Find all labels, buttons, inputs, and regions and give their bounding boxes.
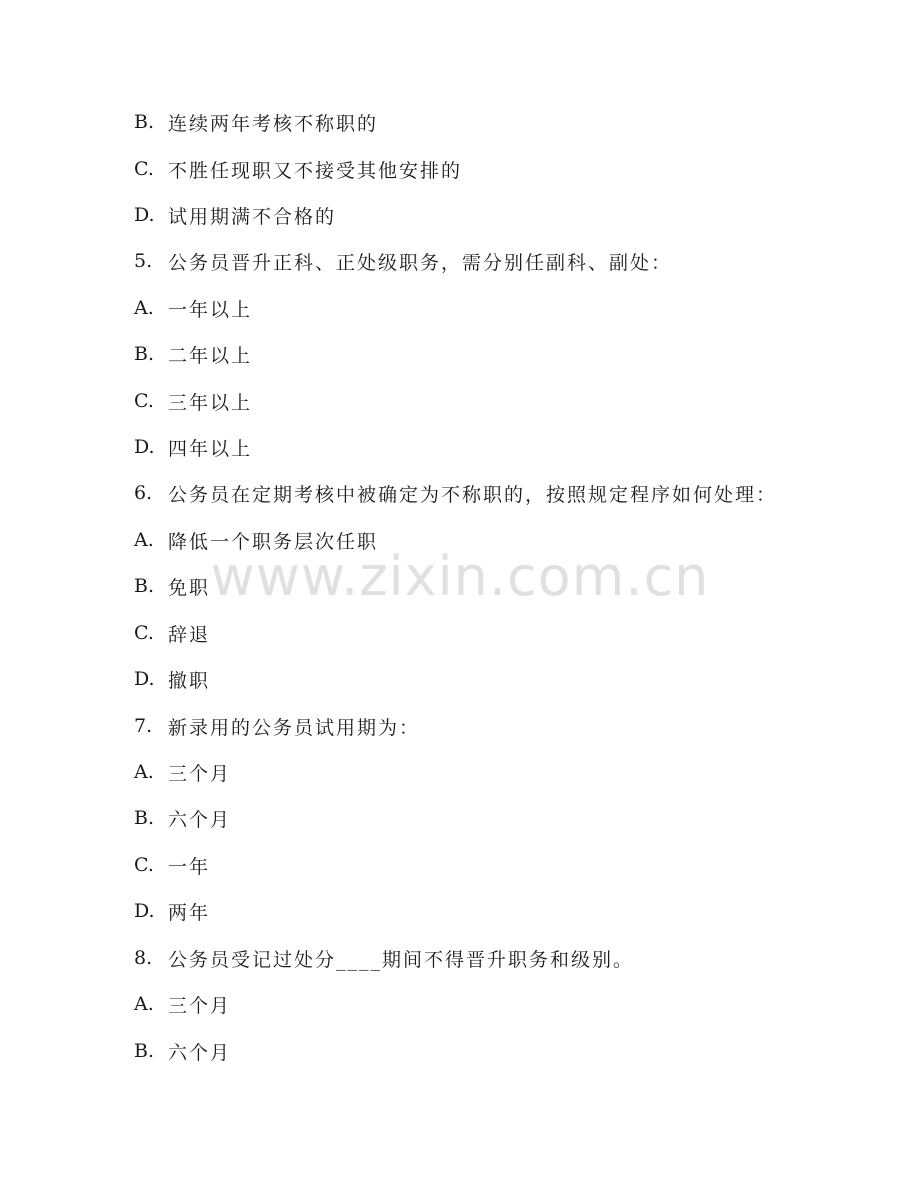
option-text: 二年以上 xyxy=(168,344,253,367)
option-line xyxy=(134,386,252,416)
option-text: 试用期满不合格的 xyxy=(168,205,337,228)
option-line xyxy=(134,896,210,926)
option-text: 降低一个职务层次任职 xyxy=(168,530,379,553)
option-marker: A. xyxy=(134,529,154,551)
option-marker: B. xyxy=(134,1040,155,1062)
option-line xyxy=(134,618,210,648)
option-marker: A. xyxy=(134,993,154,1015)
option-marker: A. xyxy=(134,297,154,319)
option-line xyxy=(134,850,210,880)
option-text: 三个月 xyxy=(168,762,232,785)
option-text: 四年以上 xyxy=(168,437,253,460)
option-text: 撤职 xyxy=(168,669,211,692)
option-line xyxy=(134,803,231,833)
option-line xyxy=(134,339,252,369)
option-marker: D. xyxy=(134,436,155,458)
question-line xyxy=(134,478,777,508)
option-line xyxy=(134,1036,231,1066)
option-text: 一年以上 xyxy=(168,298,253,321)
option-text: 六个月 xyxy=(168,1041,232,1064)
option-line xyxy=(134,200,336,230)
option-marker: B. xyxy=(134,575,155,597)
option-line xyxy=(134,757,231,787)
option-text: 不胜任现职又不接受其他安排的 xyxy=(168,159,463,182)
option-marker: B. xyxy=(134,343,155,365)
question-line xyxy=(134,943,634,973)
question-number: 7. xyxy=(134,715,153,737)
question-text: 公务员受记过处分____期间不得晋升职务和级别。 xyxy=(168,948,635,971)
option-text: 辞退 xyxy=(168,623,211,646)
question-number: 5. xyxy=(134,250,153,272)
option-marker: C. xyxy=(134,158,154,180)
option-marker: D. xyxy=(134,204,155,226)
watermark: www.zixin.com.cn xyxy=(210,545,710,608)
question-line xyxy=(134,246,672,276)
option-marker: B. xyxy=(134,807,155,829)
option-line xyxy=(134,293,252,323)
question-text: 新录用的公务员试用期为： xyxy=(168,716,421,739)
question-number: 6. xyxy=(134,482,153,504)
question-line xyxy=(134,711,420,741)
option-marker: C. xyxy=(134,390,154,412)
option-marker: C. xyxy=(134,622,154,644)
option-line xyxy=(134,664,210,694)
option-line xyxy=(134,154,462,184)
question-text: 公务员晋升正科、正处级职务，需分别任副科、副处： xyxy=(168,251,673,274)
option-text: 三个月 xyxy=(168,994,232,1017)
option-line xyxy=(134,432,252,462)
option-text: 三年以上 xyxy=(168,391,253,414)
question-text: 公务员在定期考核中被确定为不称职的，按照规定程序如何处理： xyxy=(168,483,778,506)
question-number: 8. xyxy=(134,947,153,969)
option-text: 六个月 xyxy=(168,808,232,831)
option-text: 连续两年考核不称职的 xyxy=(168,112,379,135)
option-line xyxy=(134,989,231,1019)
option-marker: B. xyxy=(134,111,155,133)
option-marker: D. xyxy=(134,900,155,922)
option-text: 一年 xyxy=(168,855,211,878)
option-marker: C. xyxy=(134,854,154,876)
option-text: 两年 xyxy=(168,901,211,924)
option-marker: D. xyxy=(134,668,155,690)
option-line xyxy=(134,107,378,137)
option-marker: A. xyxy=(134,761,154,783)
option-text: 免职 xyxy=(168,576,211,599)
